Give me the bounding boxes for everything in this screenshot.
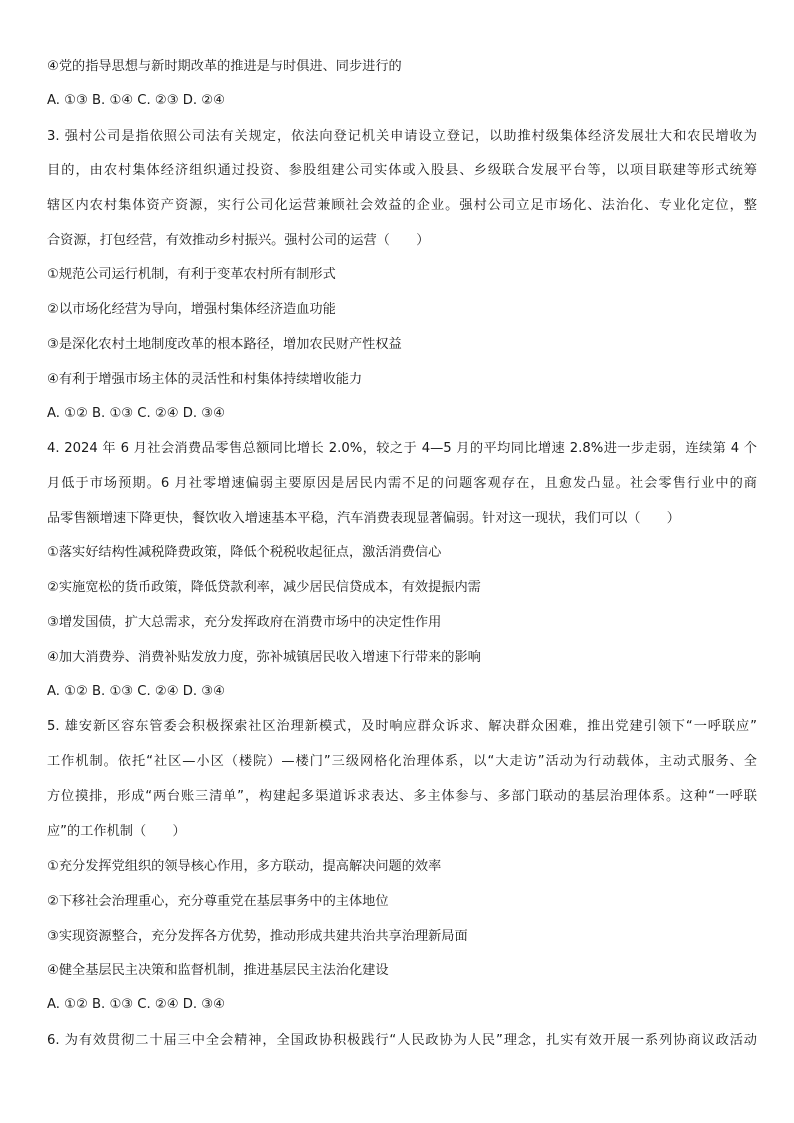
option-line: ④加大消费券、消费补贴发放力度，弥补城镇居民收入增速下行带来的影响 xyxy=(47,650,481,665)
question-3-text: 辖区内农村集体资产资源，实行公司化运营兼顾社会效益的企业。强村公司立足市场化、法治化、专业化定位，整 xyxy=(47,198,757,213)
option-line: ②实施宽松的货币政策，降低贷款利率，减少居民信贷成本，有效提振内需 xyxy=(47,580,481,595)
question-3-text: 目的，由农村集体经济组织通过投资、参股组建公司实体或入股县、乡级联合发展平台等，以项目联建等形式统筹 xyxy=(47,163,757,178)
question-3-text: 合资源，打包经营，有效推动乡村振兴。强村公司的运营（ ） xyxy=(47,233,430,248)
answer-choices: A. ①② B. ①③ C. ②④ D. ③④ xyxy=(47,684,225,699)
question-6-text: 6. 为有效贯彻二十届三中全会精神，全国政协积极践行“人民政协为人民”理念，扎实有效开展一系列协商议政活动 xyxy=(47,1033,757,1048)
option-line: ①充分发挥党组织的领导核心作用，多方联动，提高解决问题的效率 xyxy=(47,859,442,874)
option-line: ③实现资源整合，充分发挥各方优势，推动形成共建共治共享治理新局面 xyxy=(47,929,468,944)
option-line: ②下移社会治理重心，充分尊重党在基层事务中的主体地位 xyxy=(47,894,389,909)
option-line: ①规范公司运行机制，有利于变革农村所有制形式 xyxy=(47,267,336,282)
option-line: ③增发国债，扩大总需求，充分发挥政府在消费市场中的决定性作用 xyxy=(47,615,442,630)
option-line: ④健全基层民主决策和监督机制，推进基层民主法治化建设 xyxy=(47,963,389,978)
question-5-text: 工作机制。依托“社区—小区（楼院）—楼门”三级网格化治理体系，以“大走访”活动为行动载体，主动式服务、全 xyxy=(47,754,757,769)
option-line: ④有利于增强市场主体的灵活性和村集体持续增收能力 xyxy=(47,372,363,387)
answer-choices: A. ①③ B. ①④ C. ②③ D. ②④ xyxy=(47,93,225,108)
option-line: ②以市场化经营为导向，增强村集体经济造血功能 xyxy=(47,302,336,317)
question-4-text: 品零售额增速下降更快，餐饮收入增速基本平稳，汽车消费表现显著偏弱。针对这一现状，我们可以（ ） xyxy=(47,511,680,526)
question-5-text: 5. 雄安新区容东管委会积极探索社区治理新模式，及时响应群众诉求、解决群众困难，推出党建引领下“一呼联应” xyxy=(47,719,757,734)
question-4-text: 月低于市场预期。6 月社零增速偏弱主要原因是居民内需不足的问题客观存在，且愈发凸显。社会零售行业中的商 xyxy=(47,476,757,491)
question-3-text: 3. 强村公司是指依照公司法有关规定，依法向登记机关申请设立登记，以助推村级集体经济发展壮大和农民增收为 xyxy=(47,129,757,144)
question-4-text: 4. 2024 年 6 月社会消费品零售总额同比增长 2.0%，较之于 4—5 月的平均同比增速 2.8%进一步走弱，连续第 4 个 xyxy=(47,441,757,456)
answer-choices: A. ①② B. ①③ C. ②④ D. ③④ xyxy=(47,406,225,421)
option-line: ③是深化农村土地制度改革的根本路径，增加农民财产性权益 xyxy=(47,337,402,352)
answer-choices: A. ①② B. ①③ C. ②④ D. ③④ xyxy=(47,997,225,1012)
question-5-text: 方位摸排，形成“两台账三清单”，构建起多渠道诉求表达、多主体参与、多部门联动的基层治理体系。这种“一呼联 xyxy=(47,789,757,804)
question-5-text: 应”的工作机制（ ） xyxy=(47,824,186,839)
option-line: ①落实好结构性减税降费政策，降低个税税收起征点，激活消费信心 xyxy=(47,545,442,560)
option-line: ④党的指导思想与新时期改革的推进是与时俱进、同步进行的 xyxy=(47,59,402,74)
